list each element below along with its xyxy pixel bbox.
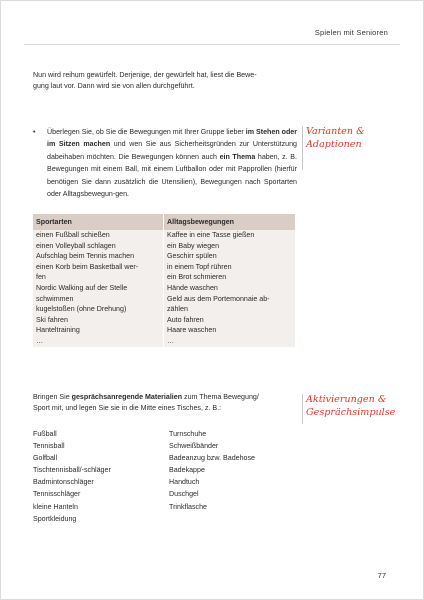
list-item: Hanteltraining	[36, 326, 80, 335]
page-number: 77	[377, 571, 386, 580]
bold-phrase: im Stehen oder im Sitzen machen	[47, 128, 297, 149]
list-item: Turnschuhe	[169, 430, 207, 438]
list-item: Ski fahren	[36, 315, 68, 324]
side-note-variants: Varianten & Adaptionen	[306, 126, 365, 150]
list-item: fen	[36, 273, 46, 282]
materials-list-left	[33, 428, 111, 525]
list-item: Sportkleidung	[33, 514, 77, 523]
bullet-item	[33, 126, 297, 200]
materials-intro-line: Sport mit, und legen Sie sie in die Mitte eines Tisches, z. B.:	[33, 404, 222, 413]
intro-line: gung laut vor. Dann wird sie von allen durchgeführt.	[33, 82, 195, 91]
list-item: schwimmen	[36, 294, 74, 303]
table-header-alltagsbewegungen: Alltagsbewegungen	[164, 214, 296, 230]
list-item: zählen	[167, 305, 188, 314]
list-item: Haare waschen	[167, 326, 217, 335]
table-row	[33, 230, 295, 347]
list-item: ein Baby wiegen	[167, 241, 220, 250]
list-item: Geschirr spülen	[167, 252, 217, 261]
movements-table	[33, 214, 295, 347]
table-cell-alltagsbewegungen	[164, 230, 296, 347]
list-item: Geld aus dem Portemonnaie ab-	[167, 294, 270, 303]
list-item: Schweißbänder	[169, 442, 219, 451]
side-note-activation: Aktivierungen & Gesprächsimpulse	[306, 394, 396, 418]
list-item: Auto fahren	[167, 315, 204, 324]
list-item: Tischtennisball/-schläger	[33, 466, 111, 475]
list-item: kugelstoßen (ohne Drehung)	[36, 305, 127, 314]
list-item: Badekappe	[169, 466, 205, 475]
header-rule	[24, 44, 400, 45]
list-item: kleine Hanteln	[33, 502, 78, 511]
materials-list-right	[169, 428, 255, 513]
materials-intro-line: Bringen Sie gesprächsanregende Materialien zum Thema Bewegung/	[33, 393, 259, 401]
running-header: Spielen mit Senioren	[314, 28, 388, 37]
list-item: Trinkflasche	[169, 502, 207, 511]
side-note-rule	[302, 394, 303, 424]
side-note-rule	[302, 126, 303, 170]
list-item: Tennisball	[33, 442, 65, 451]
intro-paragraph	[33, 70, 295, 93]
list-item: Tennisschläger	[33, 490, 81, 499]
materials-intro	[33, 392, 299, 415]
list-item: Aufschlag beim Tennis machen	[36, 252, 135, 261]
list-item: Duschgel	[169, 490, 199, 499]
list-item: …	[36, 336, 44, 345]
list-item: einen Korb beim Basketball wer-	[36, 262, 139, 271]
list-item: Badeanzug bzw. Badehose	[169, 454, 255, 463]
list-item: Fußball	[33, 430, 57, 438]
table-cell-sportarten	[33, 230, 164, 347]
list-item: in einem Topf rühren	[167, 262, 232, 271]
list-item: einen Volleyball schlagen	[36, 241, 116, 250]
list-item: Nordic Walking auf der Stelle	[36, 283, 128, 292]
bullet-icon: •	[33, 128, 36, 136]
list-item: ein Brot schmieren	[167, 273, 227, 282]
intro-line: Nun wird reihum gewürfelt. Derjenige, der gewürfelt hat, liest die Bewe-	[33, 71, 257, 79]
list-item: Golfball	[33, 454, 58, 463]
list-item: Hände waschen	[167, 283, 218, 292]
table-header-row	[33, 214, 295, 230]
bullet-text: Überlegen Sie, ob Sie die Bewegungen mit Ihrer Gruppe lieber im Stehen oder im Sitzen machen und wen Sie aus Sicherheitsgründen zur Unterstützung dabeihaben möchten. Die Bewegungen können auch ein Thema haben, z. B. Bewegungen mit einem Ball, mit einem Luftballon oder mit Papprollen (hierfür benötigen Sie dann zusätzlich die Utensilien), Bewegungen nach Sportarten oder Alltagsbewegun-gen.	[47, 128, 297, 199]
list-item: Handtuch	[169, 478, 200, 487]
list-item: Kaffee in eine Tasse gießen	[167, 231, 255, 239]
table-header-sportarten: Sportarten	[33, 214, 164, 230]
list-item: Badmintonschläger	[33, 478, 94, 487]
bold-phrase: gesprächsanregende Materialien	[71, 393, 183, 401]
list-item: einen Fußball schießen	[36, 231, 110, 239]
bold-phrase: ein Thema	[219, 152, 256, 161]
list-item: …	[167, 336, 175, 345]
